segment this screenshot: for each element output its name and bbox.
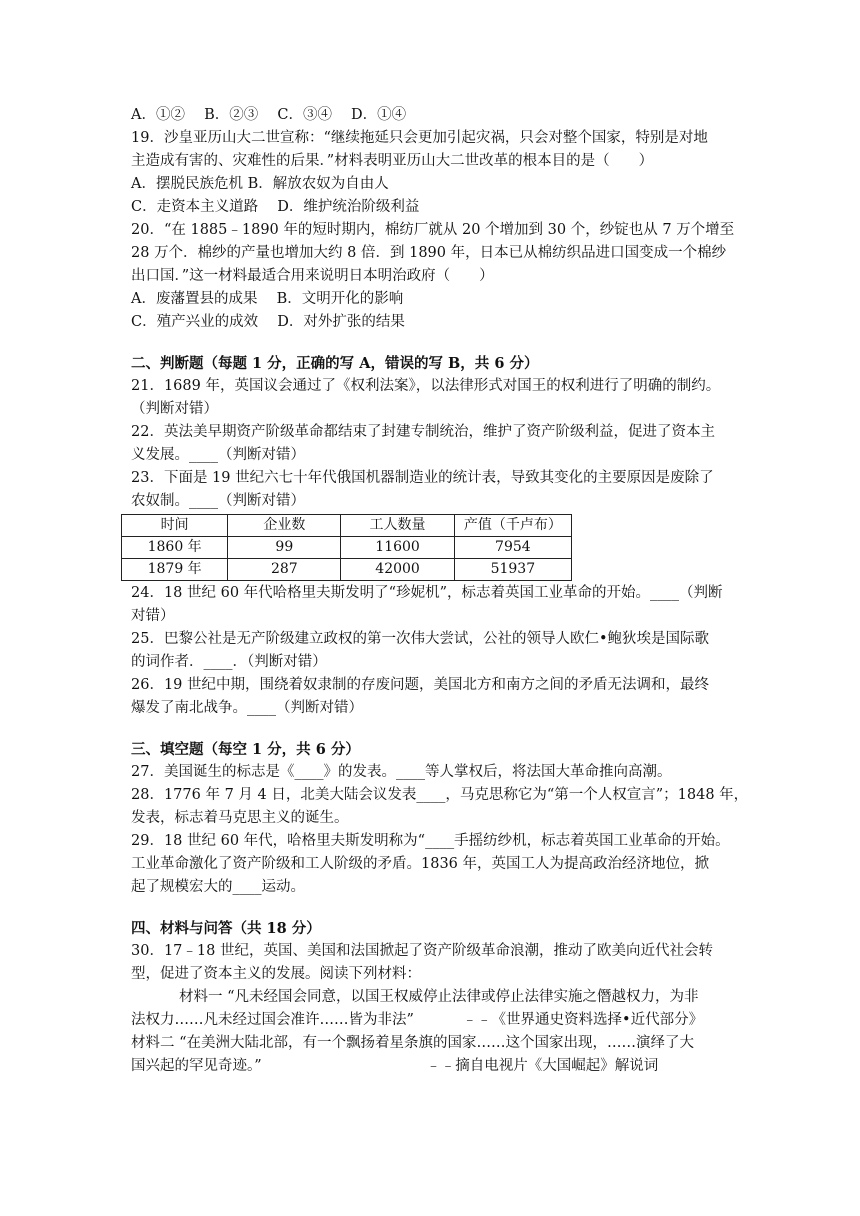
- material2-source: ﹣﹣摘自电视片《大国崛起》解说词: [426, 1058, 659, 1074]
- table-row: [122, 559, 572, 581]
- material1-line1: 材料一 “凡未经国会同意，以国王权威停止法律或停止法律实施之僭越权力，为非: [179, 989, 699, 1005]
- q27-line1: 27．美国诞生的标志是《____》的发表。____等人掌权后，将法国大革命推向高潮。: [131, 764, 672, 780]
- table-cell: 11600: [341, 537, 454, 559]
- material2-line1: 材料二 “在美洲大陆北部，有一个飘扬着星条旗的国家……这个国家出现，……演绎了大: [131, 1035, 695, 1051]
- q19-options-ab: A．摆脱民族危机 B．解放农奴为自由人: [131, 176, 389, 192]
- section-heading-fill-blank: 三、填空题（每空 1 分，共 6 分）: [131, 741, 360, 758]
- section-material-questions: [131, 917, 731, 1078]
- table-cell: 1879 年: [122, 559, 228, 581]
- q19-stem-line1: 19．沙皇亚历山大二世宣称：“继续拖延只会更加引起灾祸，只会对整个国家，特别是对地: [131, 130, 708, 146]
- material1-quote-end: 法权力……凡未经过国会准许……皆为非法”: [131, 1012, 414, 1028]
- exam-page: [131, 104, 749, 1078]
- q20-stem-line3: 出口国．”这一材料最适合用来说明日本明治政府（ ）: [131, 268, 494, 284]
- table-header-cell: 时间: [122, 515, 228, 537]
- material2-quote-end: 国兴起的罕见奇迹。”: [131, 1058, 262, 1074]
- machinery-statistics-table: [121, 514, 572, 581]
- table-header-cell: 工人数量: [341, 515, 454, 537]
- q30-line2: 型，促进了资本主义的发展。阅读下列材料：: [131, 966, 421, 982]
- q23-line2: 农奴制。____（判断对错）: [131, 493, 305, 509]
- q20-stem-line1: 20．“在 1885﹣1890 年的短时期内，棉纺厂就从 20 个增加到 30 个，纱锭也从 7 万个增至: [131, 222, 735, 238]
- q25-line2: 的词作者．____．（判断对错）: [131, 654, 327, 670]
- material2-line2: [131, 1055, 731, 1078]
- q29-line2: 工业革命激化了资产阶级和工人阶级的矛盾。1836 年，英国工人为提高政治经济地位，掀: [131, 856, 710, 872]
- q30-line1: 30．17﹣18 世纪，英国、美国和法国掀起了资产阶级革命浪潮，推动了欧美向近代社会转: [131, 943, 713, 959]
- q20-stem-line2: 28 万个．棉纱的产量也增加大约 8 倍．到 1890 年，日本已从棉纺织品进口国变成一个棉纱: [131, 245, 727, 261]
- table-header-cell: 产值（千卢布）: [454, 515, 571, 537]
- table-cell: 42000: [341, 559, 454, 581]
- q29-line1: 29．18 世纪 60 年代，哈格里夫斯发明称为“____手摇纺纱机，标志着英国工业革命的开始。: [131, 833, 730, 849]
- section-true-false: [131, 352, 731, 720]
- q24-line2: 对错）: [131, 608, 175, 624]
- questions-18-20: [131, 104, 735, 334]
- q26-line2: 爆发了南北战争。____（判断对错）: [131, 700, 363, 716]
- section-fill-blank: [131, 738, 749, 899]
- q22-line2: 义发展。____（判断对错）: [131, 447, 305, 463]
- q21-line2: （判断对错）: [131, 401, 218, 417]
- q25-line1: 25．巴黎公社是无产阶级建立政权的第一次伟大尝试，公社的领导人欧仁•鲍狄埃是国际歌: [131, 631, 709, 647]
- q19-stem-line2: 主造成有害的、灾难性的后果．”材料表明亚历山大二世改革的根本目的是（ ）: [131, 153, 654, 169]
- q28-line1: 28．1776 年 7 月 4 日，北美大陆会议发表____，马克思称它为“第一个人权宣言”；1848 年，: [131, 787, 749, 803]
- q28-line2: 发表，标志着马克思主义的诞生。: [131, 810, 349, 826]
- q20-options-ab: A．废藩置县的成果 B．文明开化的影响: [131, 291, 404, 307]
- q23-line1: 23．下面是 19 世纪六七十年代俄国机器制造业的统计表，导致其变化的主要原因是废除了: [131, 470, 714, 486]
- material1-line2: [131, 1009, 731, 1032]
- q26-line1: 26．19 世纪中期，围绕着奴隶制的存废问题，美国北方和南方之间的矛盾无法调和，最终: [131, 677, 710, 693]
- q24-line1: 24．18 世纪 60 年代哈格里夫斯发明了“珍妮机”，标志着英国工业革命的开始。____（判断: [131, 585, 723, 601]
- q20-options-cd: C．殖产兴业的成效 D．对外扩张的结果: [131, 314, 405, 330]
- table-cell: 287: [228, 559, 341, 581]
- table-row: [122, 537, 572, 559]
- table-cell: 7954: [454, 537, 571, 559]
- section-heading-material: 四、材料与问答（共 18 分）: [131, 920, 321, 937]
- section-heading-true-false: 二、判断题（每题 1 分，正确的写 A，错误的写 B，共 6 分）: [131, 355, 539, 372]
- table-cell: 1860 年: [122, 537, 228, 559]
- material1-source: ﹣﹣《世界通史资料选择•近代部分》: [462, 1012, 704, 1028]
- table-header-row: [122, 515, 572, 537]
- q29-line3: 起了规模宏大的____运动。: [131, 879, 305, 895]
- q21-line1: 21．1689 年，英国议会通过了《权利法案》，以法律形式对国王的权利进行了明确的制约。: [131, 378, 721, 394]
- table-cell: 99: [228, 537, 341, 559]
- q18-options: A．①② B．②③ C．③④ D．①④: [131, 107, 407, 123]
- q22-line1: 22．英法美早期资产阶级革命都结束了封建专制统治，维护了资产阶级利益，促进了资本主: [131, 424, 715, 440]
- q19-options-cd: C．走资本主义道路 D．维护统治阶级利益: [131, 199, 420, 215]
- table-header-cell: 企业数: [228, 515, 341, 537]
- table-cell: 51937: [454, 559, 571, 581]
